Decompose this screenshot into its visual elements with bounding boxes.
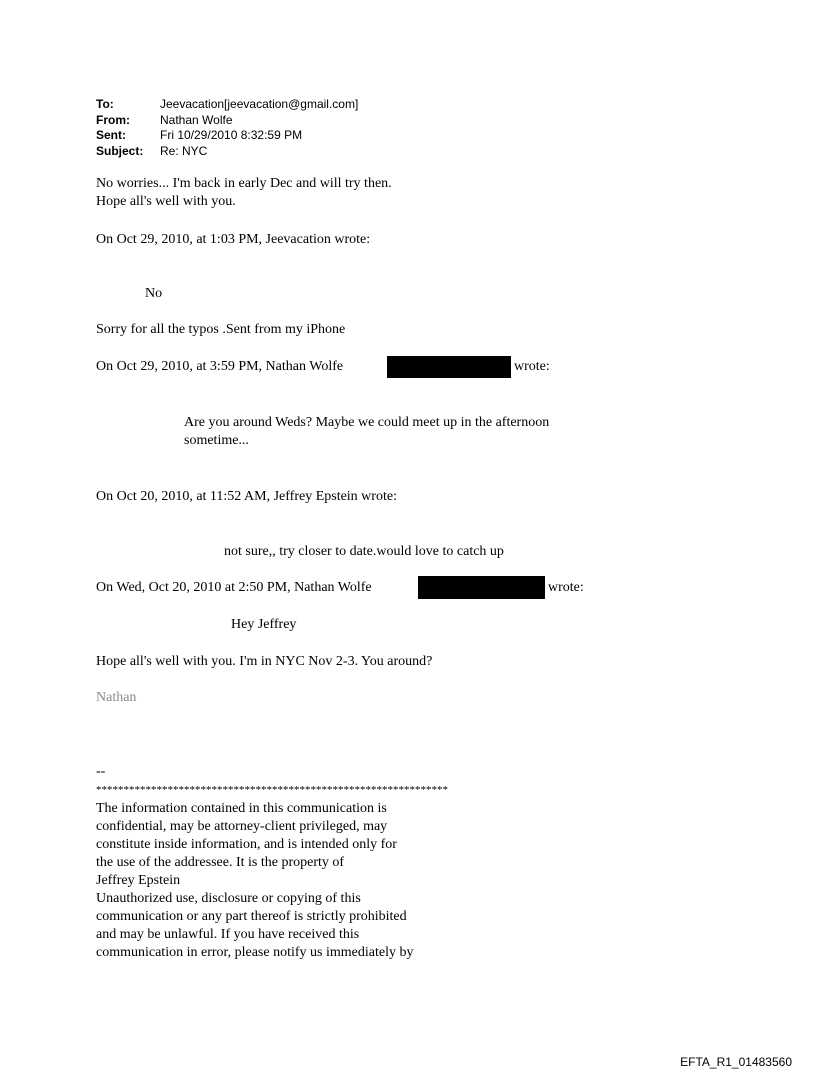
- disclaimer-line: and may be unlawful. If you have received this: [96, 927, 360, 942]
- disclaimer-line: Unauthorized use, disclosure or copying of this: [96, 891, 361, 906]
- redaction-box: [387, 356, 511, 378]
- quote2-line-2: sometime...: [184, 433, 249, 448]
- to-label: To:: [96, 97, 114, 111]
- quote4-greeting: Hey Jeffrey: [231, 617, 297, 632]
- disclaimer-line: constitute inside information, and is intended only for: [96, 837, 397, 852]
- subject-value: Re: NYC: [160, 143, 208, 158]
- subject-row: [96, 144, 358, 160]
- disclaimer-line: The information contained in this communication is: [96, 801, 387, 816]
- quote2-attribution-end: wrote:: [514, 359, 550, 374]
- disclaimer-line: Jeffrey Epstein: [96, 873, 181, 888]
- disclaimer-line: confidential, may be attorney-client privileged, may: [96, 819, 388, 834]
- redaction-box: [418, 576, 545, 599]
- subject-label: Subject:: [96, 143, 144, 158]
- to-row: [96, 97, 358, 113]
- quote1-attribution: On Oct 29, 2010, at 1:03 PM, Jeevacation wrote:: [96, 232, 371, 247]
- disclaimer-stars: ****************************************************************: [96, 784, 448, 796]
- sent-row: [96, 128, 358, 144]
- to-value: Jeevacation[jeevacation@gmail.com]: [160, 97, 359, 111]
- sent-label: Sent:: [96, 128, 126, 142]
- disclaimer-line: communication in error, please notify us immediately by: [96, 945, 414, 960]
- quote1-text: No: [145, 286, 163, 301]
- quote1-signature: Sorry for all the typos .Sent from my iPhone: [96, 322, 346, 337]
- quote3-text: not sure,, try closer to date.would love to catch up: [224, 544, 504, 559]
- quote4-attribution-start: On Wed, Oct 20, 2010 at 2:50 PM, Nathan Wolfe: [96, 580, 372, 595]
- disclaimer-dashes: --: [96, 764, 106, 779]
- quote4-signature: Nathan: [96, 690, 137, 705]
- from-label: From:: [96, 112, 130, 127]
- from-value: Nathan Wolfe: [160, 112, 233, 127]
- from-row: [96, 113, 358, 129]
- quote3-attribution: On Oct 20, 2010, at 11:52 AM, Jeffrey Epstein wrote:: [96, 489, 397, 504]
- quote2-attribution-start: On Oct 29, 2010, at 3:59 PM, Nathan Wolfe: [96, 359, 344, 374]
- document-id: EFTA_R1_01483560: [680, 1055, 792, 1069]
- quote2-line-1: Are you around Weds? Maybe we could meet up in the afternoon: [184, 415, 550, 430]
- disclaimer-line: the use of the addressee. It is the property of: [96, 855, 345, 870]
- quote4-text: Hope all's well with you. I'm in NYC Nov 2-3. You around?: [96, 654, 433, 669]
- reply-line-2: Hope all's well with you.: [96, 194, 236, 209]
- quote4-attribution-end: wrote:: [548, 580, 584, 595]
- sent-value: Fri 10/29/2010 8:32:59 PM: [160, 128, 303, 142]
- email-header: [96, 97, 358, 159]
- disclaimer-line: communication or any part thereof is strictly prohibited: [96, 909, 407, 924]
- reply-line-1: No worries... I'm back in early Dec and will try then.: [96, 176, 392, 191]
